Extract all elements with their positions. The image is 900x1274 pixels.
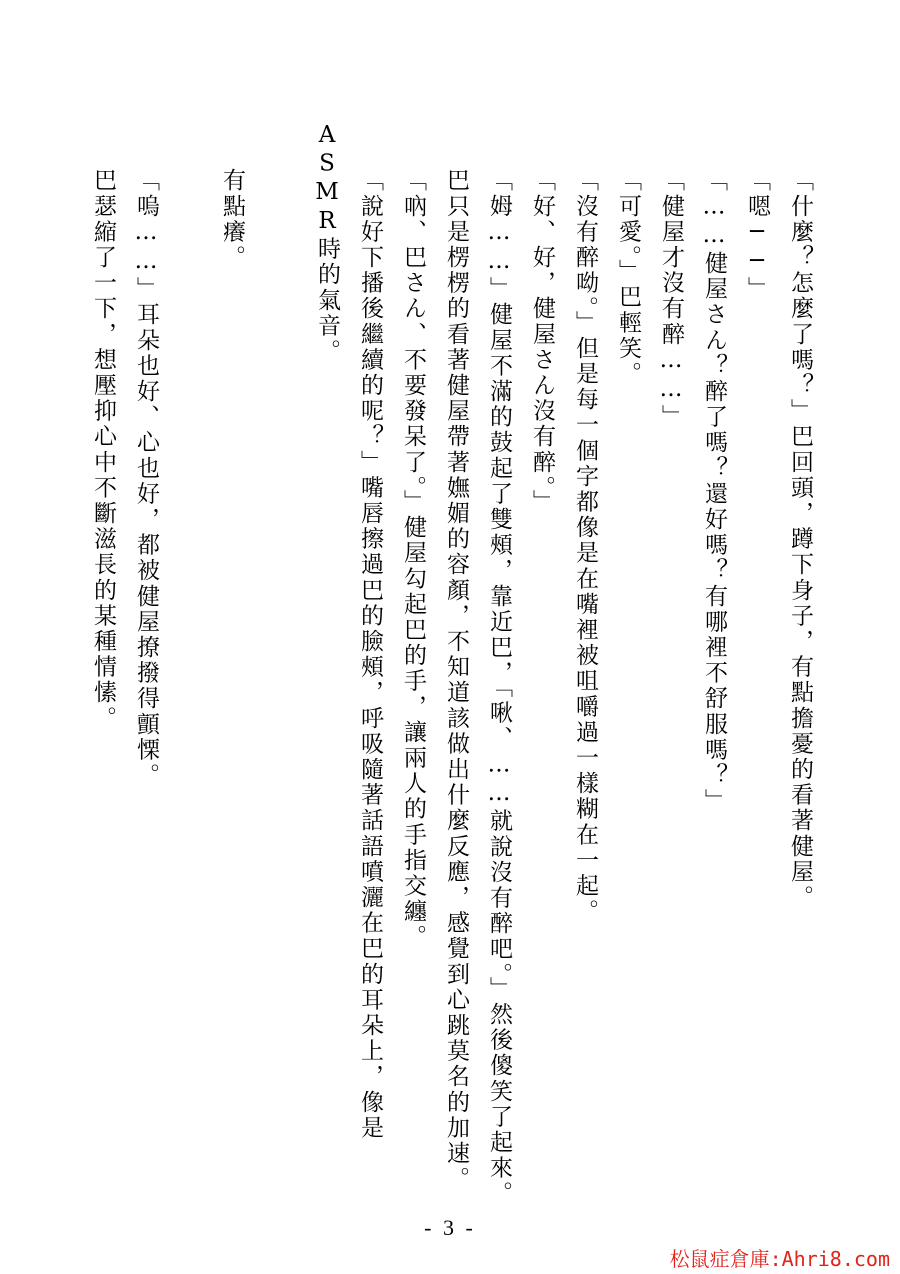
text-column-12: ASMR時的氣音。 [314, 122, 340, 365]
text-column-11: 「說好下播後繼續的呢？」嘴唇擦過巴的臉頰，呼吸隨著話語噴灑在巴的耳朵上，像是 [357, 168, 383, 1141]
site-watermark: 松鼠症倉庫:Ahri8.com [669, 1247, 890, 1271]
text-column-5: 「可愛。」巴輕笑。 [615, 168, 641, 387]
text-column-16: 「嗚……」耳朵也好、心也好，都被健屋撩撥得顫慄。 [133, 168, 159, 789]
text-column-7: 「好、好，健屋さん沒有醉。」 [529, 168, 555, 515]
text-column-3: 「……健屋さん？醉了嗎？還好嗎？有哪裡不舒服嗎？」 [701, 168, 727, 814]
text-column-4: 「健屋才沒有醉……」 [658, 168, 684, 430]
text-column-9: 巴只是楞楞的看著健屋帶著嫵媚的容顏，不知道該做出什麼反應，感覺到心跳莫名的加速。 [443, 168, 469, 1192]
text-column-6: 「沒有醉呦。」但是每一個字都像是在嘴裡被咀嚼過一樣糊在一起。 [572, 168, 598, 925]
text-column-8: 「姆……」健屋不滿的鼓起了雙頰，靠近巴，「啾、……就說沒有醉吧。」然後傻笑了起來。 [486, 168, 512, 1207]
text-column-14: 有點癢。 [219, 168, 245, 271]
text-column-10: 「吶、巴さん、不要發呆了。」健屋勾起巴的手，讓兩人的手指交纏。 [400, 168, 426, 951]
page-number: - 3 - [424, 1215, 476, 1240]
text-column-2: 「嗯──」 [744, 168, 770, 302]
text-column-1: 「什麼？怎麼了嗎？」巴回頭，蹲下身子，有點擔憂的看著健屋。 [787, 168, 813, 911]
text-column-17: 巴瑟縮了一下，想壓抑心中不斷滋長的某種情愫。 [90, 168, 116, 732]
